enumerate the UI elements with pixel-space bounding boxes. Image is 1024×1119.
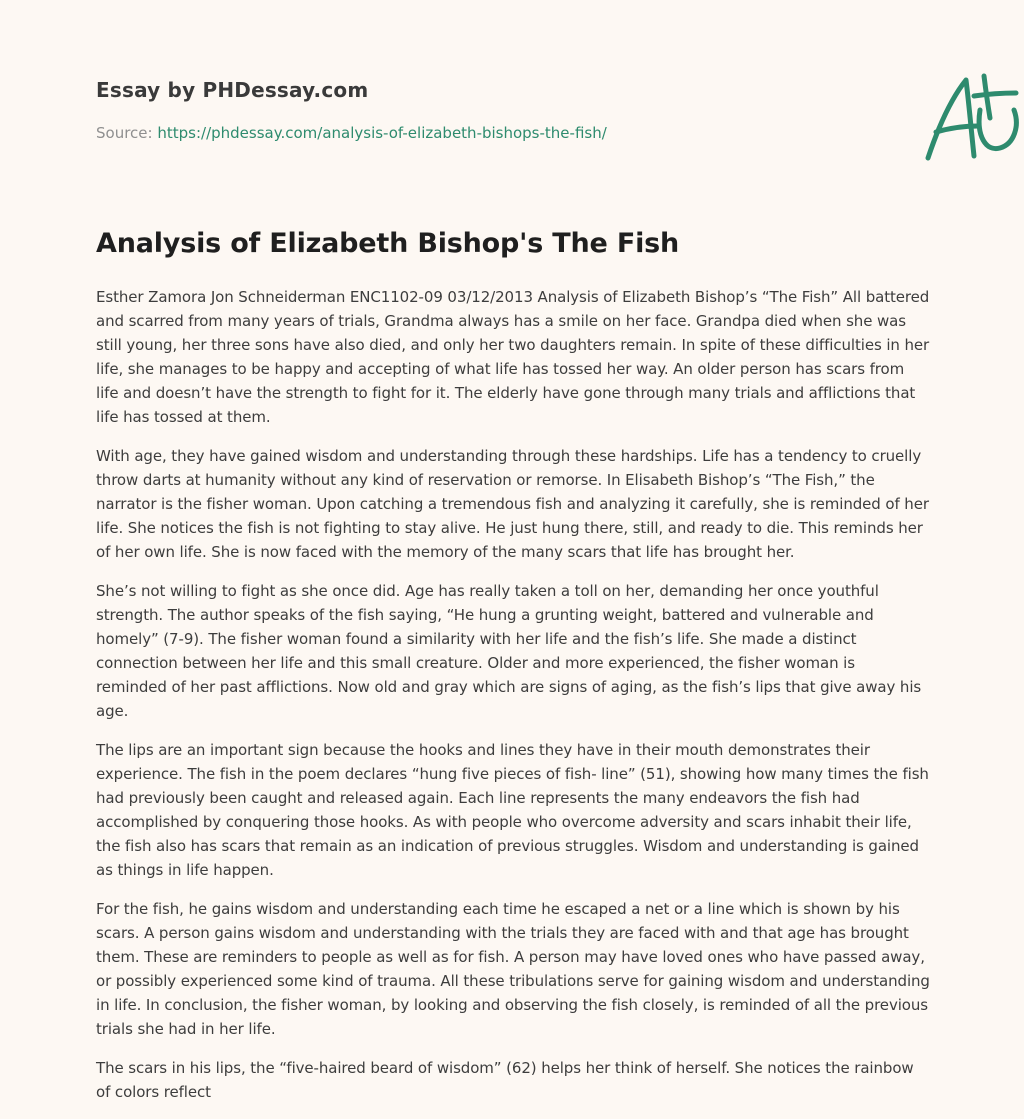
paragraph: The scars in his lips, the “five-haired beard of wisdom” (62) helps her think of herself. She notices the rainbow of colors reflect <box>96 1059 914 1101</box>
paragraph: She’s not willing to fight as she once did. Age has really taken a toll on her, demanding her once youthful strength. The author speaks of the fish saying, “He hung a grunting weight, battered and vulnerable and homely” (7-9). The fisher woman found a similarity with her life and the fish’s life. She made a distinct connection between her life and this small creature. Older and more experienced, the fisher woman is reminded of her past afflictions. Now old and gray which are signs of aging, as the fish’s lips that give away his age. <box>96 582 922 720</box>
source-line <box>96 124 607 142</box>
brand-name: Essay by PHDessay.com <box>96 78 369 102</box>
a-plus-logo-icon <box>916 66 1024 166</box>
essay-body <box>96 285 930 1119</box>
paragraph: Esther Zamora Jon Schneiderman ENC1102-09 03/12/2013 Analysis of Elizabeth Bishop’s “The Fish” All battered and scarred from many years of trials, Grandma always has a smile on her face. Grandpa died when she was still young, her three sons have also died, and only her two daughters remain. In spite of these difficulties in her life, she manages to be happy and accepting of what life has tossed her way. An older person has scars from life and doesn’t have the strength to fight for it. The elderly have gone through many trials and afflictions that life has tossed at them. <box>96 288 930 426</box>
source-link[interactable]: https://phdessay.com/analysis-of-elizabeth-bishops-the-fish/ <box>157 124 607 142</box>
paragraph: The lips are an important sign because the hooks and lines they have in their mouth demonstrates their experience. The fish in the poem declares “hung five pieces of fish- line” (51), showing how many times the fish had previously been caught and released again. Each line represents the many endeavors the fish had accomplished by conquering those hooks. As with people who overcome adversity and scars inhabit their life, the fish also has scars that remain as an indication of previous struggles. Wisdom and understanding is gained as things in life happen. <box>96 741 929 879</box>
source-label: Source: <box>96 124 153 142</box>
paragraph: With age, they have gained wisdom and understanding through these hardships. Life has a tendency to cruelly throw darts at humanity without any kind of reservation or remorse. In Elisabeth Bishop’s “The Fish,” the narrator is the fisher woman. Upon catching a tremendous fish and analyzing it carefully, she is reminded of her life. She notices the fish is not fighting to stay alive. He just hung there, still, and ready to die. This reminds her of her own life. She is now faced with the memory of the many scars that life has brought her. <box>96 447 929 561</box>
essay-title: Analysis of Elizabeth Bishop's The Fish <box>96 228 680 259</box>
paragraph: For the fish, he gains wisdom and understanding each time he escaped a net or a line which is shown by his scars. A person gains wisdom and understanding with the trials they are faced with and that age has brought them. These are reminders to people as well as for fish. A person may have loved ones who have passed away, or possibly experienced some kind of trauma. All these tribulations serve for gaining wisdom and understanding in life. In conclusion, the fisher woman, by looking and observing the fish closely, is reminded of all the previous trials she had in her life. <box>96 900 930 1038</box>
